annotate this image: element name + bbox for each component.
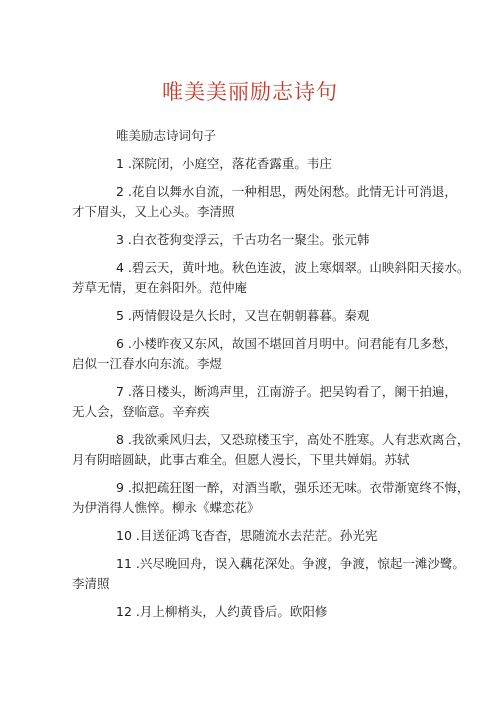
poem-item [92,306,442,326]
poem-item [72,182,457,222]
poem-line: 8 .我欲乘风归去，又恐琼楼玉宇，高处不胜寒。人有悲欢离合， [116,432,470,447]
poem-item [92,230,442,250]
poem-list [72,154,470,630]
poem-item [72,258,470,298]
poem-line-continued: 月有阴暗圆缺，此事古难全。但愿人漫长，下里共婵娟。苏轼 [72,452,410,467]
poem-line: 7 .落日楼头，断鸿声里，江南游子。把吴钩看了，阑干拍遍， [116,384,457,399]
poem-line: 4 .碧云天，黄叶地。秋色连波，波上寒烟翠。山映斜阳天接水。 [116,260,470,275]
document-title: 唯美美丽励志诗句 [162,80,338,104]
poem-line-continued: 启似一江春水向东流。李煜 [72,356,223,371]
poem-line: 1 .深院闭，小庭空，落花香露重。韦庄 [116,156,332,171]
section-heading [92,126,442,146]
poem-line-continued: 芳草无情，更在斜阳外。范仲庵 [72,280,248,295]
section-heading-text: 唯美励志诗词句子 [116,128,217,143]
poem-line: 10 .目送征鸿飞杳杳，思随流水去茫茫。孙光宪 [116,528,378,543]
poem-line: 12 .月上柳梢头，人约黄昏后。欧阳修 [116,604,328,619]
poem-item [92,526,442,546]
poem-line: 11 .兴尽晚回舟，误入藕花深处。争渡，争渡，惊起一滩沙鹭。 [116,556,465,571]
poem-line: 6 .小楼昨夜又东风，故国不堪回首月明中。问君能有几多愁， [116,336,457,351]
document-body [72,126,470,630]
poem-line: 5 .两情假设是久长时，又岂在朝朝暮暮。秦观 [116,308,370,323]
poem-line: 3 .白衣苍狗变浮云，千古功名一聚尘。张元韩 [116,232,370,247]
poem-line-continued: 无人会，登临意。辛弃疾 [72,404,210,419]
poem-line-continued: 才下眉头，又上心头。李清照 [72,204,235,219]
poem-line-continued: 为伊消得人憔悴。柳永《蝶恋花》 [72,500,260,515]
poem-item [72,554,465,594]
poem-item [92,602,442,622]
poem-item [72,478,470,518]
poem-item [72,430,470,470]
poem-item [72,382,457,422]
poem-line: 2 .花自以舞水自流，一种相思，两处闲愁。此情无计可消退， [116,184,457,199]
poem-item [92,154,442,174]
poem-item [72,334,457,374]
poem-line-continued: 李清照 [72,576,110,591]
poem-line: 9 .拟把疏狂图一醉，对酒当歌，强乐还无味。衣带渐宽终不悔， [116,480,470,495]
